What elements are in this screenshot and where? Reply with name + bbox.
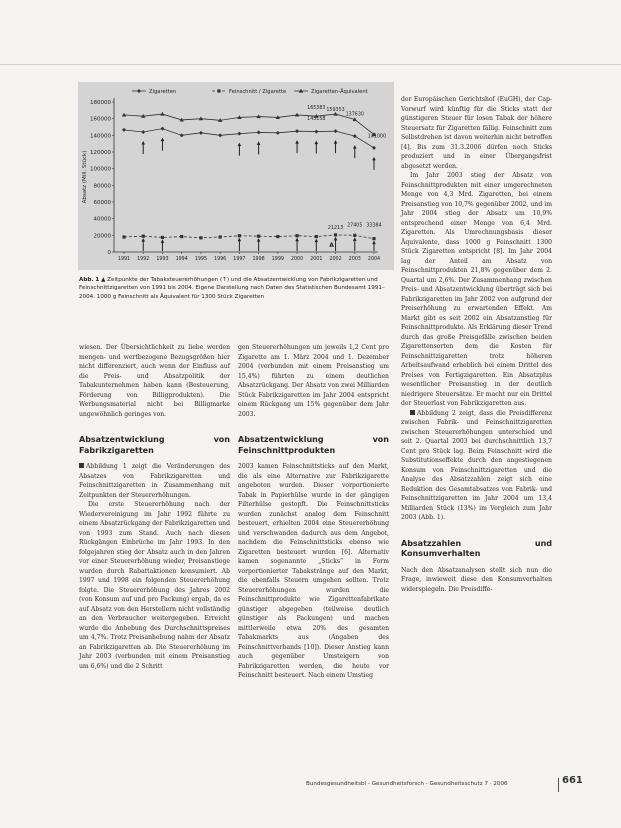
data-point-diamond [295, 129, 299, 133]
tax-increase-arrow-head [372, 157, 376, 161]
col3-paragraph-3 [401, 409, 552, 523]
legend-label: Zigaretten [149, 89, 177, 95]
tax-increase-arrow-head [353, 145, 357, 148]
col3-heading: Absatzzahlen und Konsumverhalten [401, 538, 552, 558]
y-axis [82, 98, 114, 256]
x-tick-label: 1991 [117, 257, 131, 262]
data-label-top: 165383 [307, 106, 326, 112]
data-point-diamond [160, 127, 164, 131]
text-column-3 [401, 95, 552, 594]
page-footer [306, 778, 554, 790]
tax-increase-arrow-head [257, 238, 261, 242]
tax-increase-arrow-head [353, 237, 357, 241]
chart-legend [132, 88, 368, 95]
data-point-square [142, 235, 145, 238]
tax-increase-arrow-head [238, 143, 242, 146]
x-tick-label: 1995 [194, 257, 208, 262]
tax-increase-arrows [141, 138, 375, 251]
tax-increase-arrow-head [315, 141, 319, 145]
col3-paragraph-1: der Europäischen Gerichtshof (EuGH), der Cap-Vorwurf wird künftig für die Sticks statt der günstigeren Steuer für losen Tabak der höhere Steuersatz für Zigaretten fällig. Feinschnitt zum Selbstdrehen ist davon weiterhin nicht betroffen [4]. Bis zum 31.3.2006 dürfen noch Sticks produziert und in einer Übergangsfrist abgesetzt werden. [401, 96, 552, 170]
y-tick-label: 120000 [90, 150, 111, 156]
col2-paragraph-1: gen Steuererhöhungen um jeweils 1,2 Cent pro Zigarette am 1. März 2004 und 1. Dezember 2004 (verbunden mit einem Preisanstieg um 15,4%) führten zu einem deutlichen Absatzrückgang. Der Absatz von zwei Milliarden Stück Fabrikzigaretten im Jahr 2004 entspricht einem Rückgang um 15% gegenüber dem Jahr 2003. [238, 344, 389, 418]
data-point-diamond [334, 129, 338, 133]
x-tick-label: 2000 [290, 257, 304, 262]
y-tick-label: 20000 [93, 233, 111, 240]
chart-data-labels [307, 105, 386, 249]
data-point-diamond [276, 131, 280, 135]
data-point-diamond [237, 132, 241, 136]
data-point-square [219, 235, 222, 238]
data-point-square [334, 233, 337, 236]
data-label-top: 145158 [307, 117, 326, 123]
y-tick-label: 140000 [90, 133, 111, 140]
col2-paragraph-2: 2003 kamen Feinschnittsticks auf den Markt, die als eine Alternative zur Fabrikzigarette angeboten wurden. Dieser vorportionierte Tabak in Papierhülse wurde in der gängigen Filterhülse gestopft. Die Feinschnittsticks wurden zunächst analog dem Feinschnitt besteuert, erhielten 2004 eine Steuererhöhung und verschwanden dadurch aus dem Angebot, nachdem die Feinschnittsticks ebenso wie Zigaretten besteuert wurden [6]. Alternativ kamen sogenannte „Sticks“ in Form vorportionierter Tabakstränge auf den Markt, die ebenfalls Steuern umgehen sollten. Trotz Steuererhöhungen wurden die Feinschnittprodukte wie Zigarettenfabrikate günstiger abgegeben (teilweise deutlich günstiger als Packungen) und machen mittlerweile etwa 20% des gesamten Tabakmarkts aus (Angaben des Feinschnittverbands [10]). Dieser Anstieg kann auch gegenüber Umsteigern von Fabrikzigaretten werden, die heute vor Feinschnitt besteuert. Nach einem Umstieg [238, 463, 389, 679]
data-label-top: 159353 [326, 108, 345, 114]
col2-heading: Absatzentwicklung von Feinschnittprodukten [238, 435, 389, 455]
data-point-square [122, 235, 125, 238]
annotation-letter: A [329, 241, 334, 249]
data-point-diamond [122, 128, 126, 132]
x-tick-label: 1994 [175, 257, 188, 262]
tax-increase-arrow-head [141, 238, 145, 242]
y-tick-label: 180000 [90, 100, 111, 106]
x-tick-label: 2003 [348, 257, 361, 262]
x-tick-label: 2002 [329, 257, 342, 262]
figure-caption [79, 276, 397, 301]
col3-paragraph-2: Im Jahr 2003 stieg der Absatz von Feinschnittprodukten mit einer umgerechneten Menge von 4,3 Mrd. Zigaretten, bei einem Preisanstieg von 10,7% gegenüber 2002, und im Jahr 2004 stieg der Absatz um 10,9% entsprechend einer Menge von 6,4 Mrd. Zigaretten. Als Umrechnungsbasis dieser Äquivalente, dass 1000 g Feinschnitt 1300 Stück Zigaretten entspricht [8]. Im Jahr 2004 lag der Anteil am Absatz von Feinschnittprodukten 21,8% gegenüber dem 2. Quartal um 2,6%. Der Zusammenhang zwischen Preis- und Absatzentwicklung überträgt sich bei Fabrikzigaretten im Jahr 2002 von aufgrund der Preiserhöhung zu erwartenden Effekt. Am Markt gibt es seit 2002 ein Absatzanstieg für Feinschnittprodukte. Als Erklärung dieser Trend durch das große Preisgefälle zwischen beiden Zigarettensorten dem die Kosten für Feinschnittzigaretten trotz höheren Arbeitsaufwand erheblich bei einem Drittel des Preises von Fertigzigaretten. Ein Absatzplus wesentlicher Preisanstieg in der deutlich niedrigere Steuersätze. Er macht nur ein Drittel der Steuerlast von Fabrikzigaretten aus. [401, 172, 552, 407]
col1-heading: Absatzentwicklung von Fabrikzigaretten [79, 435, 230, 455]
figure-ref-square-icon [410, 410, 415, 415]
data-label-bottom: 33384 [366, 223, 382, 229]
text-column-1 [79, 343, 230, 671]
data-label-bottom: 21213 [327, 225, 344, 231]
data-point-diamond [353, 134, 357, 138]
tax-increase-arrow-head [295, 238, 299, 242]
data-point-square [353, 234, 356, 237]
tax-increase-arrow-head [257, 141, 261, 145]
footer-separator [558, 778, 559, 792]
figure-ref-square-icon [79, 463, 84, 468]
data-label-bottom: 27405 [347, 223, 363, 229]
col1-paragraph-2 [79, 462, 230, 500]
data-point-square [180, 235, 183, 238]
tax-increase-arrow-head [372, 241, 376, 245]
x-tick-label: 1998 [252, 257, 265, 262]
tax-increase-arrow-head [315, 239, 319, 243]
tax-increase-arrow-head [295, 140, 299, 144]
y-axis-title: Absatz (Mill. Stück) [82, 150, 88, 204]
y-tick-label: 40000 [93, 216, 111, 223]
data-point-square [276, 235, 279, 238]
legend-label: Zigaretten-Äquivalent [311, 89, 368, 95]
col1-paragraph-3: Die erste Steuererhöhung nach der Wiedervereinigung im Jahr 1992 führte zu einem Absatzrückgang der Fabrikzigaretten und von 1993 zum Stand. Auch nach diesen Rückgängen Einbrüche im Jahr 1993. In den folgejahren stieg der Absatz auch in den Jahren vor einer Steuererhöhung wieder, Preisanstiege wurden durch Rabattaktionen konsumiert. Ab 1997 und 1998 ein folgenden Steuererhöhung folgte. Die Steuererhöhung des Jahres 2002 (von Konsum auf und pro Packung) ergab, da es auf Absatz von den Herstellern nicht vollständig an den Verbraucher weitergegeben. Erreicht wurde die Anhebung des Durchschnittspreises um 4,7%. Trotz Preisanhebung nahm der Absatz an Fabrikzigaretten ab. Die Steuererhöhung im Jahr 2003 (verbunden mit einem Preisanstieg um 6,6%) und die 2 Schritt [79, 501, 230, 670]
col3-paragraph-3-text: Abbildung 2 zeigt, dass die Preisdifferenz zwischen Fabrik- und Feinschnittzigaretten zwischen Steuererhöhungen unterschied und seit 2. Quartal 2003 bei durchschnittlich 13,7 Cent pro Stück lag. Beim Feinschnitt wird die Substitutionseffekte durch den angestiegenen Konsum von Feinschnittzigaretten und die Analyse des Absatzzahlen zeigt sich eine Reduktion des Gesamtabsatzes von Fabrik- und Feinschnittzigaretten im Jahr 2004 um 13,4 Milliarden Stück (13%) im Vergleich zum Jahr 2003 (Abb. 1). [401, 409, 552, 521]
data-point-square [372, 237, 375, 240]
figure-chart-box [78, 82, 394, 270]
x-tick-label: 1993 [156, 257, 169, 262]
data-point-square [217, 89, 220, 92]
caption-label: Abb. 1 [79, 277, 100, 283]
chart-series [122, 112, 376, 240]
data-point-triangle [160, 112, 164, 116]
tax-increase-arrow-head [161, 239, 165, 243]
col1-paragraph-1: wiesen. Der Übersichtlichkeit zu liebe werden mengen- und wertbezogene Bezugsgrößen hier nicht differenziert, auch wenn der Einfluss auf die Preis- und Absatzpolitik der Tabakunternehmen haben kann (Besteuerung, Förderung von Billigprodukten). Die Werbungsmaterial nicht bei Billigmarke ungewöhnlich geringes von. [79, 344, 230, 418]
x-tick-label: 1997 [233, 257, 246, 262]
y-tick-label: 80000 [93, 183, 111, 190]
y-tick-label: 60000 [93, 200, 111, 206]
tax-increase-arrow-head [334, 237, 338, 241]
data-point-diamond [372, 146, 376, 150]
col1-paragraph-2-text: Abbildung 1 zeigt die Veränderungen des Absatzes von Fabrikzigaretten und Feinschnittzigaretten in Zusammenhang mit Zeitpunkten der Steuererhöhungen. [79, 463, 230, 499]
data-point-diamond [199, 131, 203, 135]
data-point-diamond [218, 133, 222, 137]
top-rule [0, 64, 621, 65]
data-point-square [161, 236, 164, 239]
data-label-top: 141000 [367, 134, 387, 140]
sales-chart [78, 82, 394, 270]
legend-label: Feinschnitt / Zigarette [229, 89, 287, 95]
data-point-square [315, 235, 318, 238]
journal-citation: Bundesgesundheitsbl - Gesundheitsforsch - Gesundheitsschutz 7 · 2006 [306, 781, 508, 787]
tax-increase-arrow-head [161, 138, 165, 142]
y-tick-label: 0 [107, 250, 111, 256]
x-tick-label: 1996 [214, 257, 227, 262]
x-tick-label: 2004 [367, 257, 381, 262]
tax-increase-arrow-head [334, 140, 338, 144]
data-point-square [295, 234, 298, 237]
y-tick-label: 100000 [90, 166, 111, 173]
x-tick-label: 1999 [271, 257, 284, 262]
x-tick-label: 2001 [310, 257, 323, 262]
data-point-diamond [257, 130, 261, 134]
data-point-square [199, 236, 202, 239]
x-tick-label: 1992 [137, 257, 150, 262]
data-point-diamond [314, 130, 318, 134]
tax-increase-arrow-head [238, 238, 242, 242]
data-point-square [238, 234, 241, 237]
caption-text: ▲ Zeitpunkte der Tabaksteuererhöhungen (↑) und die Absatzentwicklung von Fabrikzigaretten und Feinschnittzigaretten von 1991 bis 2004. Eigene Darstellung nach Daten des Statistischen Bundesamt 1991–2004. 1000 g Feinschnitt als Äquivalent für 1300 Stück Zigaretten [79, 277, 385, 300]
y-tick-label: 160000 [90, 116, 111, 123]
text-column-2 [238, 343, 389, 681]
data-point-diamond [180, 133, 184, 137]
tax-increase-arrow-head [141, 141, 145, 145]
data-point-diamond [141, 130, 145, 134]
col3-paragraph-4: Nach den Absatzanalysen stellt sich nun die Frage, inwieweit diese den Konsumverhalten widerspiegeln. Die Preisdiffe- [401, 566, 552, 593]
data-point-diamond [137, 89, 141, 93]
data-point-square [257, 235, 260, 238]
page-number: 661 [562, 775, 583, 786]
data-label-top: 137630 [345, 112, 364, 118]
x-axis [114, 252, 380, 262]
